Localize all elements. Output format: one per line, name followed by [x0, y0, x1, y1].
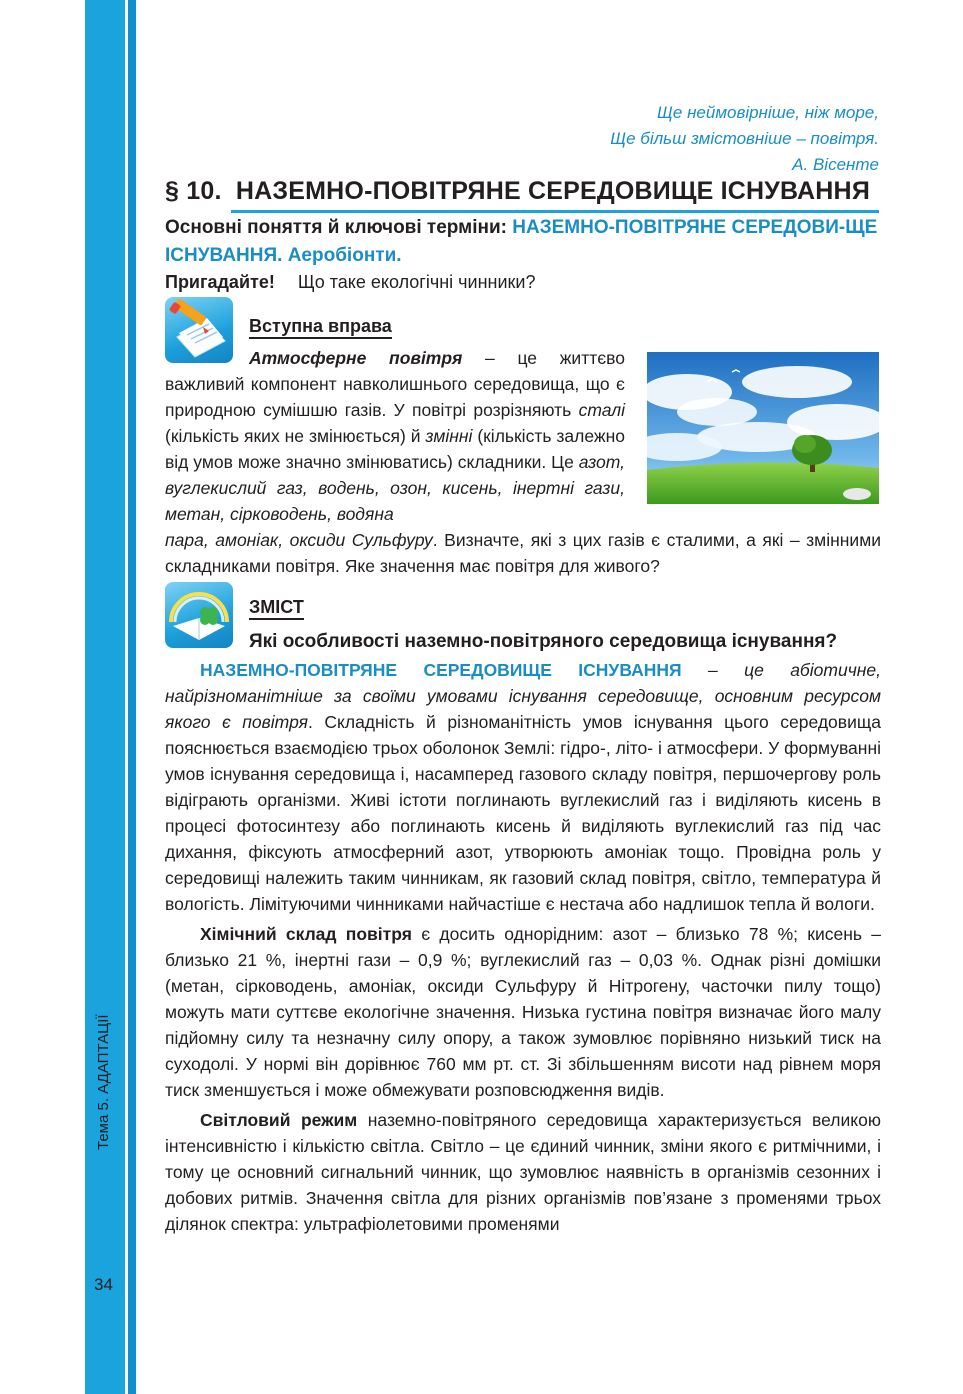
main-text [165, 657, 881, 1237]
intro-paragraph-full [165, 527, 881, 579]
intro-heading: Вступна вправа [249, 315, 392, 339]
paragraph-1 [165, 657, 881, 917]
intro-term: Атмосферне повітря [249, 348, 463, 368]
content-icon [165, 582, 233, 648]
intro-text-4: . Визначте, які з цих газів є сталими, а які – змінними складниками повітря. Яке значення має повітря для живого? [165, 530, 882, 576]
p3-text: наземно-повітряного середовища характеризується великою інтенсивністю і кількістю світла. Світло – це єдиний чинник, зміни якого є ритмічними, і тому це основний сигнальний чинник, що зумовлює наявність в організмів сезонних і добових ритмів. Значення світла для різних організмів пов’язане з променями трьох ділянок спектра: ультрафіолетовими променями [165, 1110, 881, 1234]
p2-text: є досить однорідним: азот – близько 78 %; кисень – близько 21 %, інертні гази – 0,9 %; вуглекислий газ – 0,03 %. Однак різні домішки (метан, сірководень, амоніак, оксиди Сульфуру й Нітрогену, часточки пилу тощо) можуть мати суттєве екологічне значення. Низька густина повітря визначає його малу підйомну силу та незначну силу опору, а також зумовлює порівняно низький тиск на суходолі. У нормі він дорівнює 760 мм рт. ст. Зі збільшенням висоти над рівнем моря тиск зменшується і може обмежувати розповсюдження видів. [165, 924, 881, 1100]
side-theme-label: Тема 5. АДАПТАЦІЇ [95, 1014, 112, 1150]
p1-term: НАЗЕМНО-ПОВІТРЯНЕ СЕРЕДОВИЩЕ ІСНУВАННЯ [200, 660, 682, 680]
section-title [165, 177, 870, 206]
intro-stable: сталі [578, 400, 625, 420]
content-heading: ЗМІСТ [249, 596, 304, 620]
paragraph-2 [165, 921, 881, 1103]
intro-text-1: – це життєво важливий компонент навколишнього середовища, що є природною сумішшю газів. У повітрі розрізняють [165, 348, 626, 420]
side-band-stripe [128, 0, 136, 1394]
intro-text-2: (кількість яких не змінюється) й [165, 426, 426, 446]
title-underline [231, 210, 879, 213]
p3-term: Світловий режим [200, 1110, 358, 1130]
intro-text-3: (кількість залежно від умов може значно змінюватись) складники. Це [165, 426, 625, 472]
epigraph [610, 100, 879, 178]
recall-prompt [165, 272, 535, 293]
key-terms-label: Основні поняття й ключові терміни: [165, 217, 507, 238]
intro-paragraph-wrapped [165, 345, 625, 527]
page-number: 34 [94, 1275, 113, 1294]
p1-definition: – це абіотичне, найрізноманітніше за своїми умовами існування середовище, основним ресурсом якого є повітря [165, 660, 881, 732]
epigraph-line-2: Ще більш змістовніше – повітря. [610, 129, 879, 148]
p1-text: . Складність й різноманітність умов існування цього середовища пояснюється взаємодією трьох оболонок Землі: гідро-, літо- і атмосфери. У формуванні умов існування середовища і, насамперед газового складу повітря, першочергову роль відіграють організми. Живі істоти поглинають вуглекислий газ і виділяють кисень в процесі фотосинтезу або поглинають кисень й виділяють вуглекислий газ під час дихання, фіксують атмосферний азот, утворюють амоніак тощо. Провідна роль у середовищі належить таким чинникам, як газовий склад повітря, світло, температура й вологість. Лімітуючими чинниками найчастіше є нестача або надлишок тепла й вологи. [165, 712, 881, 914]
section-title-text: НАЗЕМНО-ПОВІТРЯНЕ СЕРЕДОВИЩЕ ІСНУВАННЯ [235, 177, 870, 205]
content-question: Які особливості наземно-повітряного середовища існування? [249, 631, 838, 652]
recall-question: Що таке екологічні чинники? [297, 272, 536, 292]
epigraph-author: А. Вісенте [792, 155, 879, 174]
intro-gases-b: пара, амоніак, оксиди Сульфуру [165, 530, 433, 550]
sky-meadow-photo [647, 352, 879, 504]
side-color-band [85, 0, 125, 1394]
intro-variable: змінні [425, 426, 473, 446]
intro-gases-a: азот, вуглекислий газ, водень, озон, кисень, інертні гази, метан, сірководень, водяна [165, 452, 625, 524]
p2-term: Хімічний склад повітря [200, 924, 412, 944]
epigraph-line-1: Ще неймовірніше, ніж море, [657, 103, 879, 122]
key-terms [165, 214, 881, 270]
paragraph-3 [165, 1107, 881, 1237]
key-terms-list: НАЗЕМНО-ПОВІТРЯНЕ СЕРЕДОВИ-ЩЕ ІСНУВАННЯ. Аеробіонти. [165, 217, 878, 266]
section-number: § 10. [165, 177, 222, 205]
recall-label: Пригадайте! [165, 272, 275, 292]
left-margin [0, 0, 85, 1394]
